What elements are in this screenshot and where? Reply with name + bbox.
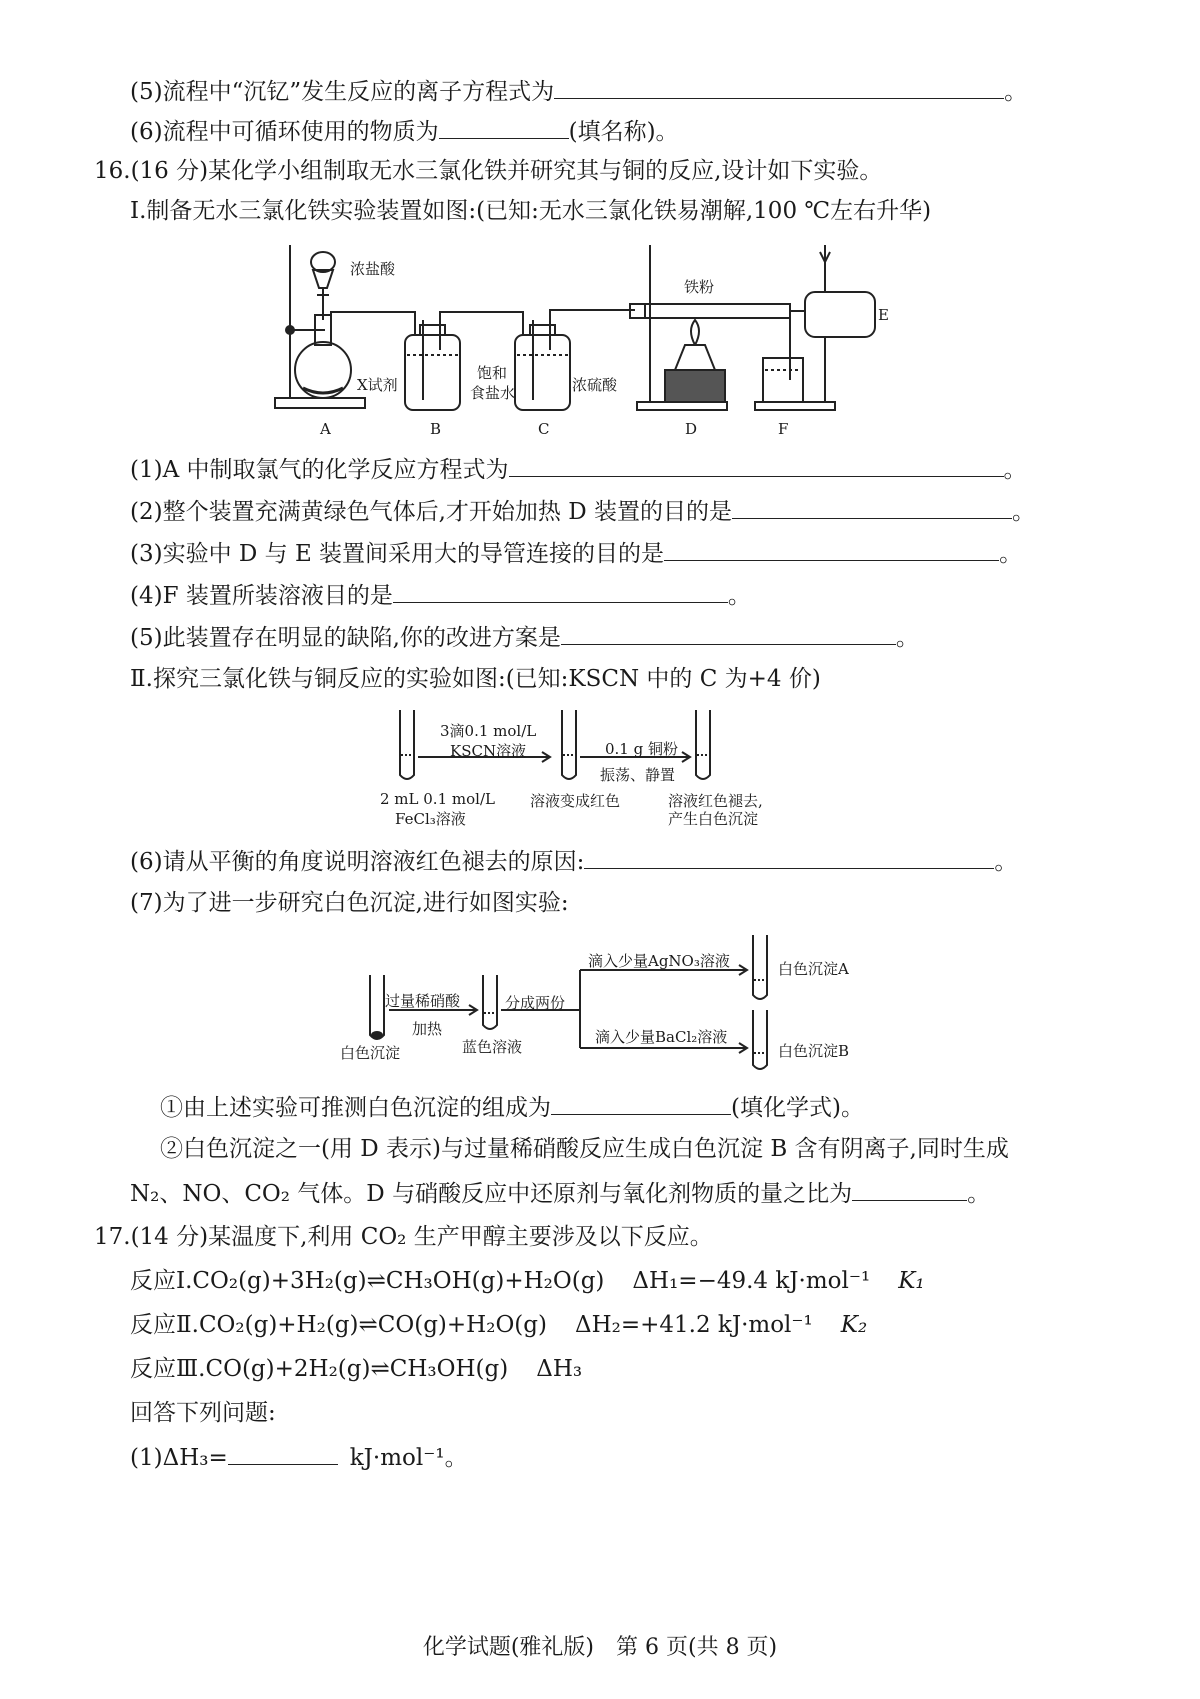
label-conc-hcl: 浓盐酸: [350, 260, 396, 278]
q16-2: (2)整个装置充满黄绿色气体后,才开始加热 D 装置的目的是 。: [130, 496, 1035, 527]
answer-blank[interactable]: [561, 622, 896, 645]
q16-7: (7)为了进一步研究白色沉淀,进行如图实验:: [130, 890, 569, 916]
q17-reaction-2: 反应Ⅱ.CO₂(g)+H₂(g)⇌CO(g)+H₂O(g) ΔH₂=+41.2 kJ·mol⁻¹ K₂: [130, 1312, 868, 1338]
flow1-tube2-label: 溶液变成红色: [530, 792, 621, 810]
q16-header: 16.(16 分)某化学小组制取无水三氯化铁并研究其与铜的反应,设计如下实验。: [94, 158, 883, 184]
answer-blank[interactable]: [554, 76, 1004, 99]
label-A: A: [320, 420, 331, 438]
answer-blank[interactable]: [584, 846, 994, 869]
q15-part5: (5)流程中“沉钇”发生反应的离子方程式为 。: [130, 76, 1027, 107]
q16-7-2a: ②白色沉淀之一(用 D 表示)与过量稀硝酸反应生成白色沉淀 B 含有阴离子,同时生成: [160, 1136, 1009, 1162]
answer-blank[interactable]: [852, 1178, 967, 1201]
label-iron-powder: 铁粉: [684, 278, 715, 296]
q15-part6: (6)流程中可循环使用的物质为 (填名称)。: [130, 116, 679, 147]
answer-blank[interactable]: [393, 580, 728, 603]
label-F: F: [778, 420, 789, 438]
answer-blank[interactable]: [664, 538, 999, 561]
flow1-arrow2-top: 0.1 g 铜粉: [605, 740, 678, 758]
label-sat-brine-2: 食盐水: [470, 384, 516, 402]
flow1-tube1-label1: 2 mL 0.1 mol/L: [380, 790, 495, 808]
q16-3: (3)实验中 D 与 E 装置间采用大的导管连接的目的是 。: [130, 538, 1022, 569]
label-x-reagent: X试剂: [357, 376, 398, 394]
label-D: D: [685, 420, 698, 438]
flow1-tube3-label1: 溶液红色褪去,: [668, 792, 763, 810]
label-C: C: [538, 420, 550, 438]
flow2-split: 分成两份: [505, 994, 566, 1012]
label-E: E: [878, 306, 889, 324]
flow2-start-label: 白色沉淀: [340, 1044, 401, 1062]
answer-blank[interactable]: [509, 454, 1004, 477]
answer-blank[interactable]: [228, 1442, 338, 1465]
flow2-mid-label: 蓝色溶液: [462, 1038, 523, 1056]
q17-reaction-1: 反应Ⅰ.CO₂(g)+3H₂(g)⇌CH₃OH(g)+H₂O(g) ΔH₁=−49.4 kJ·mol⁻¹ K₁: [130, 1268, 925, 1294]
q16-1: (1)A 中制取氯气的化学反应方程式为 。: [130, 454, 1027, 485]
flow2-branch-bottom: 滴入少量BaCl₂溶液: [595, 1028, 728, 1046]
label-conc-h2so4: 浓硫酸: [572, 376, 618, 394]
q17-reaction-3: 反应Ⅲ.CO(g)+2H₂(g)⇌CH₃OH(g) ΔH₃: [130, 1356, 583, 1382]
flow1-arrow1-top1: 3滴0.1 mol/L: [440, 722, 537, 740]
q17-1: (1)ΔH₃= kJ·mol⁻¹。: [130, 1442, 468, 1473]
flow2-arrow1-bottom: 加热: [412, 1020, 443, 1038]
label-B: B: [430, 420, 442, 438]
flow2-arrow1-top: 过量稀硝酸: [385, 992, 461, 1010]
flow1-arrow2-bottom: 振荡、静置: [600, 766, 676, 784]
q16-6: (6)请从平衡的角度说明溶液红色褪去的原因: 。: [130, 846, 1017, 877]
answer-blank[interactable]: [439, 116, 569, 139]
answer-blank[interactable]: [551, 1092, 731, 1115]
q17-answer-prompt: 回答下列问题:: [130, 1400, 276, 1426]
flow1-arrow1-top2: KSCN溶液: [450, 742, 527, 760]
q16-4: (4)F 装置所装溶液目的是 。: [130, 580, 751, 611]
label-sat-brine-1: 饱和: [477, 364, 508, 382]
flow2-ppt-b: 白色沉淀B: [778, 1042, 850, 1060]
answer-blank[interactable]: [732, 496, 1012, 519]
q17-header: 17.(14 分)某温度下,利用 CO₂ 生产甲醇主要涉及以下反应。: [94, 1224, 713, 1250]
q16-5: (5)此装置存在明显的缺陷,你的改进方案是 。: [130, 622, 919, 653]
flow1-tube1-label2: FeCl₃溶液: [395, 810, 466, 828]
q16-part2-title: Ⅱ.探究三氯化铁与铜反应的实验如图:(已知:KSCN 中的 C 为+4 价): [130, 666, 821, 692]
q16-7-2b: N₂、NO、CO₂ 气体。D 与硝酸反应中还原剂与氧化剂物质的量之比为 。: [130, 1178, 990, 1209]
flow2-ppt-a: 白色沉淀A: [778, 960, 849, 978]
q16-part1-title: Ⅰ.制备无水三氯化铁实验装置如图:(已知:无水三氯化铁易潮解,100 ℃左右升华): [130, 198, 932, 224]
page-footer: 化学试题(雅礼版) 第 6 页(共 8 页): [422, 1635, 778, 1660]
q16-7-1: ①由上述实验可推测白色沉淀的组成为 (填化学式)。: [160, 1092, 864, 1123]
flow1-tube3-label2: 产生白色沉淀: [668, 810, 759, 828]
flow2-branch-top: 滴入少量AgNO₃溶液: [588, 952, 730, 970]
